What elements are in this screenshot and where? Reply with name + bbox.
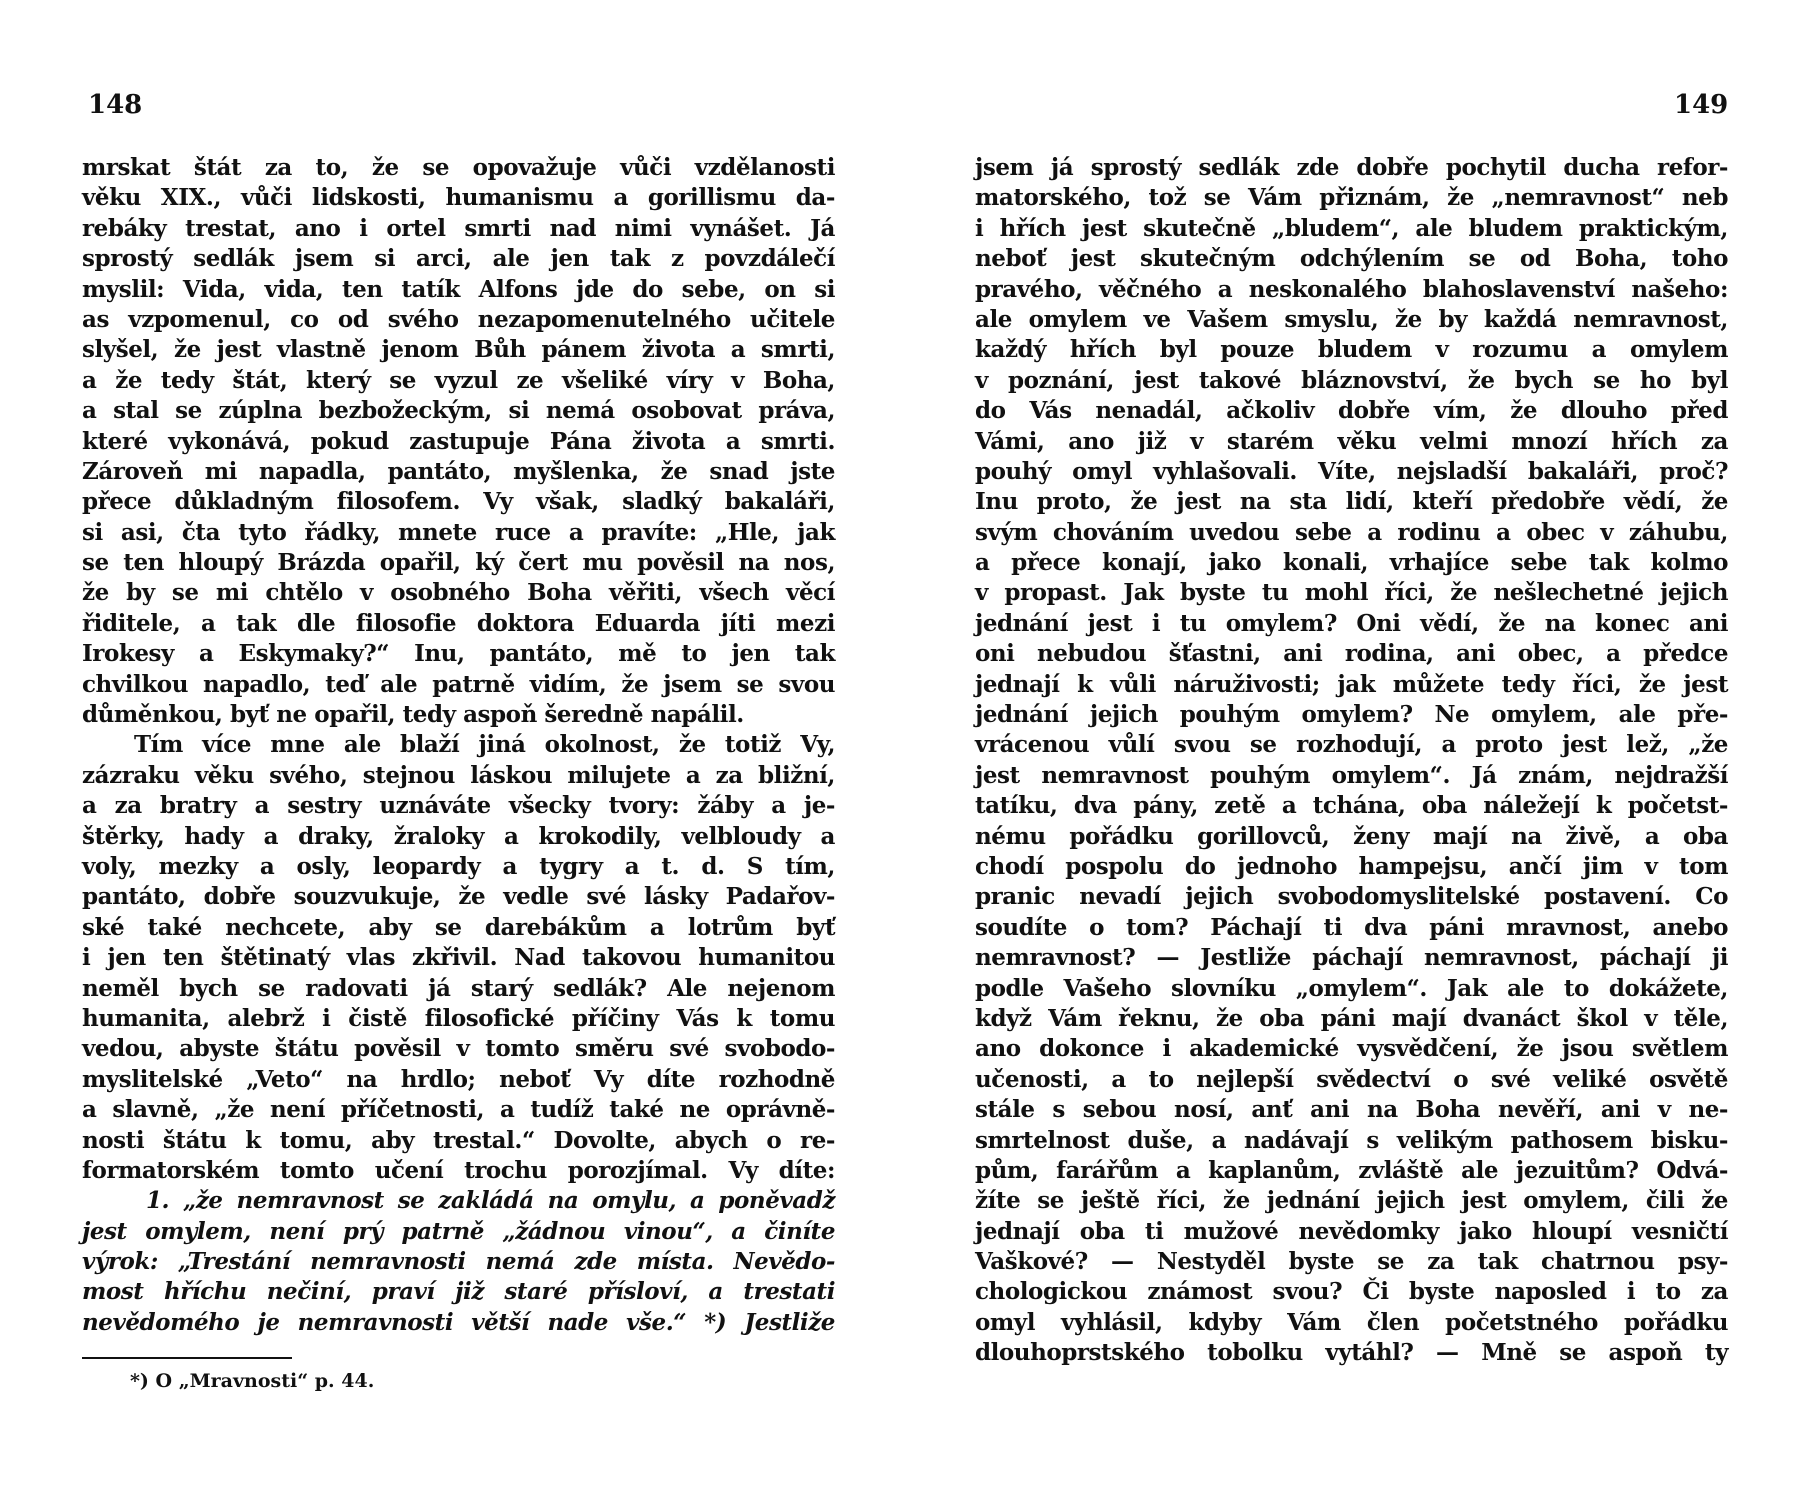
text-line: vrácenou vůlí svou se rozhodují, a proto jest lež, „že bbox=[975, 731, 1728, 759]
text-line: ale omylem ve Vašem smyslu, že by každá nemravnost, bbox=[975, 305, 1728, 333]
text-line: a za bratry a sestry uznáváte všecky tvory: žáby a je- bbox=[82, 792, 835, 820]
text-line: neboť jest skutečným odchýlením se od Boha, toho bbox=[975, 245, 1728, 273]
text-line: že by se mi chtělo v osobného Boha věřiti, všech věcí bbox=[82, 579, 835, 607]
text-line: v propast. Jak byste tu mohl říci, že nešlechetné jejich bbox=[975, 579, 1728, 607]
text-line: matorského, tož se Vám přiznám, že „nemravnost“ neb bbox=[975, 184, 1728, 212]
text-line: nemravnost? — Jestliže páchají nemravnost, páchají ji bbox=[975, 944, 1728, 972]
text-line: svým chováním uvedou sebe a rodinu a obec v záhubu, bbox=[975, 518, 1728, 546]
text-line: se ten hloupý Brázda opařil, ký čert mu pověsil na nos, bbox=[82, 549, 835, 577]
text-line: humanita, alebrž i čistě filosofické příčiny Vás k tomu bbox=[82, 1004, 835, 1032]
text-line: tatíku, dva pány, zetě a tchána, oba náležejí k početst- bbox=[975, 792, 1728, 820]
text-line: pům, farářům a kaplanům, zvláště ale jezuitům? Odvá- bbox=[975, 1156, 1728, 1184]
text-line: nevědomého je nemravnosti větší nade vše.“ *) Jestliže bbox=[82, 1308, 835, 1336]
text-line: soudíte o tom? Páchají ti dva páni mravnost, anebo bbox=[975, 913, 1728, 941]
text-line: pranic nevadí jejich svobodomyslitelské postavení. Co bbox=[975, 883, 1728, 911]
text-line: podle Vašeho slovníku „omylem“. Jak ale to dokážete, bbox=[975, 974, 1728, 1002]
text-line: si asi, čta tyto řádky, mnete ruce a pravíte: „Hle, jak bbox=[82, 518, 835, 546]
text-line: štěrky, hady a draky, žraloky a krokodily, velbloudy a bbox=[82, 822, 835, 850]
text-line: as vzpomenul, co od svého nezapomenutelného učitele bbox=[82, 305, 835, 333]
text-line: důměnkou, byť ne opařil, tedy aspoň šeredně napálil. bbox=[82, 701, 744, 729]
text-line: jest omylem, není prý patrně „žádnou vinou“, a činíte bbox=[82, 1217, 835, 1245]
text-line: stále s sebou nosí, anť ani na Boha nevěří, ani v ne- bbox=[975, 1096, 1728, 1124]
text-line: formatorském tomto učení trochu porozjímal. Vy díte: bbox=[82, 1156, 835, 1184]
text-line: Irokesy a Eskymaky?“ Inu, pantáto, mě to jen tak bbox=[82, 640, 835, 668]
text-line: do Vás nenadál, ačkoliv dobře vím, že dlouho před bbox=[975, 397, 1728, 425]
text-line: jsem já sprostý sedlák zde dobře pochytil ducha refor- bbox=[975, 154, 1728, 181]
text-line: 1. „že nemravnost se zakládá na omylu, a poněvadž bbox=[146, 1187, 835, 1215]
text-line: přece důkladným filosofem. Vy však, sladký bakaláři, bbox=[82, 488, 835, 516]
text-line: i hřích jest skutečně „bludem“, ale bludem praktickým, bbox=[975, 214, 1728, 242]
text-line: učenosti, a to nejlepší svědectví o své veliké osvětě bbox=[975, 1065, 1728, 1093]
text-line: zázraku věku svého, stejnou láskou milujete a za bližní, bbox=[82, 761, 835, 789]
text-line: myslitelské „Veto“ na hrdlo; neboť Vy díte rozhodně bbox=[82, 1065, 835, 1093]
text-line: když Vám řeknu, že oba páni mají dvanáct škol v těle, bbox=[975, 1004, 1728, 1032]
text-line: myslil: Vida, vida, ten tatík Alfons jde do sebe, on si bbox=[82, 275, 835, 303]
text-line: voly, mezky a osly, leopardy a tygry a t. d. S tím, bbox=[82, 852, 835, 880]
text-line: most hříchu nečiní, praví již staré přísloví, a trestati bbox=[82, 1278, 835, 1306]
text-line: chodí pospolu do jednoho hampejsu, ančí jim v tom bbox=[975, 852, 1728, 880]
text-line: pravého, věčného a neskonalého blahoslavenství našeho: bbox=[975, 275, 1728, 303]
text-line: a slavně, „že není příčetnosti, a tudíž také ne oprávně- bbox=[82, 1096, 835, 1124]
text-line: Zároveň mi napadla, pantáto, myšlenka, že snad jste bbox=[82, 457, 835, 485]
text-line: rebáky trestat, ano i ortel smrti nad nimi vynášet. Já bbox=[82, 214, 835, 242]
text-line: sprostý sedlák jsem si arci, ale jen tak z povzdálečí bbox=[82, 245, 835, 273]
text-line: v poznání, jest takové bláznovství, že bych se ho byl bbox=[975, 366, 1728, 394]
text-line: chvilkou napadlo, teď ale patrně vidím, že jsem se svou bbox=[82, 670, 835, 698]
text-line: nému pořádku gorillovců, ženy mají na živě, a oba bbox=[975, 822, 1728, 850]
text-line: a přece konají, jako konali, vrhajíce sebe tak kolmo bbox=[975, 549, 1728, 577]
text-line: jednání jest i tu omylem? Oni vědí, že na konec ani bbox=[975, 609, 1728, 637]
text-line: Vámi, ano již v starém věku velmi mnozí hřích za bbox=[975, 427, 1728, 455]
text-line: i jen ten štětinatý vlas zkřivil. Nad takovou humanitou bbox=[82, 944, 835, 972]
text-line: Tím více mne ale blaží jiná okolnost, že totiž Vy, bbox=[134, 731, 835, 759]
text-line: omyl vyhlásil, kdyby Vám člen početstného pořádku bbox=[975, 1308, 1728, 1336]
text-line: dlouhoprstského tobolku vytáhl? — Mně se aspoň ty bbox=[975, 1339, 1728, 1367]
text-line: neměl bych se radovati já starý sedlák? Ale nejenom bbox=[82, 974, 835, 1002]
text-line: jest nemravnost pouhým omylem“. Já znám, nejdražší bbox=[975, 761, 1728, 789]
text-line: pouhý omyl vyhlašovali. Víte, nejsladší bakaláři, proč? bbox=[975, 457, 1728, 485]
right-page-text bbox=[975, 153, 1728, 1369]
text-line: Vaškové? — Nestyděl byste se za tak chatrnou psy- bbox=[975, 1248, 1728, 1276]
page-number-right: 149 bbox=[1674, 90, 1729, 120]
text-line: a že tedy štát, který se vyzul ze všeliké víry v Boha, bbox=[82, 366, 835, 394]
text-line: každý hřích byl pouze bludem v rozumu a omylem bbox=[975, 336, 1728, 364]
footnote-rule bbox=[82, 1357, 292, 1359]
text-line: jednání jejich pouhým omylem? Ne omylem, ale pře- bbox=[975, 701, 1728, 729]
left-page-text bbox=[82, 153, 835, 1338]
text-line: oni nebudou šťastni, ani rodina, ani obec, a předce bbox=[975, 640, 1728, 668]
text-line: pantáto, dobře souzvukuje, že vedle své lásky Padařov- bbox=[82, 883, 835, 911]
text-line: a stal se zúplna bezbožeckým, si nemá osobovat práva, bbox=[82, 397, 835, 425]
text-line: mrskat štát za to, že se opovažuje vůči vzdělanosti bbox=[82, 154, 835, 181]
text-line: chologickou známost svou? Či byste naposled i to za bbox=[975, 1278, 1728, 1306]
text-line: slyšel, že jest vlastně jenom Bůh pánem života a smrti, bbox=[82, 336, 835, 364]
text-line: ano dokonce i akademické vysvědčení, že jsou světlem bbox=[975, 1035, 1728, 1063]
text-line: věku XIX., vůči lidskosti, humanismu a gorillismu da- bbox=[82, 184, 835, 212]
text-line: které vykonává, pokud zastupuje Pána života a smrti. bbox=[82, 427, 835, 455]
text-line: jednají k vůli náruživosti; jak můžete tedy říci, že jest bbox=[975, 670, 1728, 698]
text-line: výrok: „Trestání nemravnosti nemá zde místa. Nevědo- bbox=[82, 1248, 835, 1276]
footnote: *) O „Mravnosti“ p. 44. bbox=[130, 1370, 375, 1392]
text-line: ské také nechcete, aby se darebákům a lotrům byť bbox=[82, 913, 835, 941]
text-line: nosti štátu k tomu, aby trestal.“ Dovolte, abych o re- bbox=[82, 1126, 835, 1154]
text-line: řiditele, a tak dle filosofie doktora Eduarda jíti mezi bbox=[82, 609, 835, 637]
text-line: smrtelnost duše, a nadávají s velikým pathosem bisku- bbox=[975, 1126, 1728, 1154]
text-line: jednají oba ti mužové nevědomky jako hloupí vesničtí bbox=[975, 1217, 1728, 1245]
text-line: vedou, abyste štátu pověsil v tomto směru své svobodo- bbox=[82, 1035, 835, 1063]
text-line: Inu proto, že jest na sta lidí, kteří předobře vědí, že bbox=[975, 488, 1728, 516]
text-line: žíte se ještě říci, že jednání jejich jest omylem, čili že bbox=[975, 1187, 1728, 1215]
page-number-left: 148 bbox=[88, 90, 143, 120]
